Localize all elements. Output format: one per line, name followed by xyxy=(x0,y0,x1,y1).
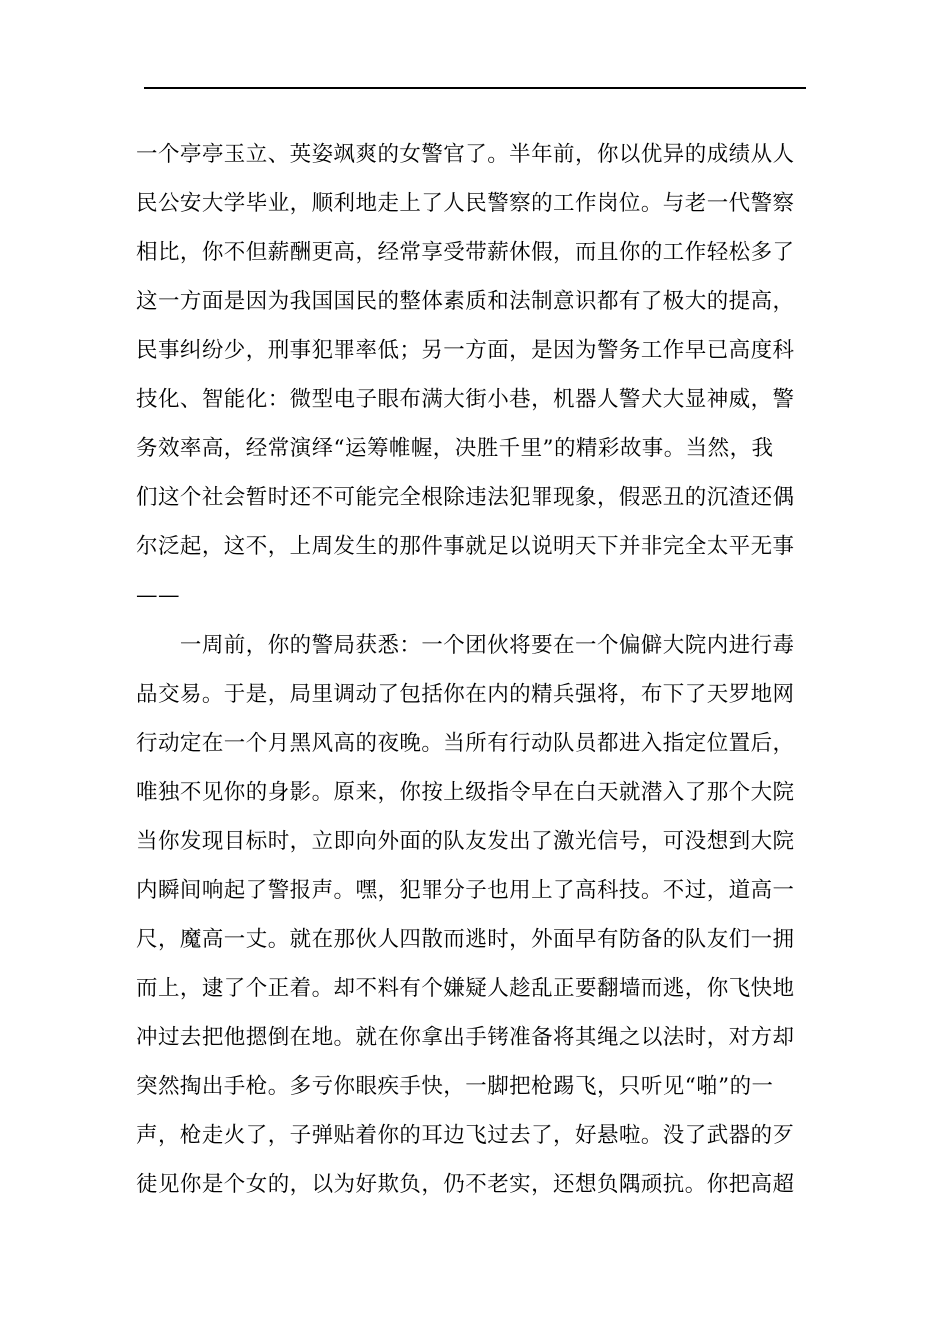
text-line: 技化、智能化：微型电子眼布满大街小巷，机器人警犬大显神威，警 xyxy=(136,387,795,412)
text-line: 内瞬间响起了警报声。嘿，犯罪分子也用上了高科技。不过，道高一 xyxy=(136,878,795,903)
text-line: 突然掏出手枪。多亏你眼疾手快，一脚把枪踢飞，只听见“啪”的一 xyxy=(136,1074,774,1099)
header-rule xyxy=(144,87,806,89)
text-line: 相比，你不但薪酬更高，经常享受带薪休假，而且你的工作轻松多了 xyxy=(136,240,795,265)
text-line: 而上，逮了个正着。却不料有个嫌疑人趁乱正要翻墙而逃，你飞快地 xyxy=(136,976,795,1001)
text-line: 务效率高，经常演绎“运筹帷幄，决胜千里”的精彩故事。当然，我 xyxy=(136,436,774,461)
text-line: 声，枪走火了，子弹贴着你的耳边飞过去了，好悬啦。没了武器的歹 xyxy=(136,1123,795,1148)
text-line: 品交易。于是，局里调动了包括你在内的精兵强将，布下了天罗地网 xyxy=(136,682,795,707)
text-line: 当你发现目标时，立即向外面的队友发出了激光信号，可没想到大院 xyxy=(136,829,795,854)
text-line: 民公安大学毕业，顺利地走上了人民警察的工作岗位。与老一代警察 xyxy=(136,191,795,216)
text-line: 一周前，你的警局获悉：一个团伙将要在一个偏僻大院内进行毒 xyxy=(136,633,795,658)
text-line: 行动定在一个月黑风高的夜晚。当所有行动队员都进入指定位置后， xyxy=(136,731,795,756)
text-line: 这一方面是因为我国国民的整体素质和法制意识都有了极大的提高， xyxy=(136,289,795,314)
text-line: 们这个社会暂时还不可能完全根除违法犯罪现象，假恶丑的沉渣还偶 xyxy=(136,485,795,510)
text-line: 民事纠纷少，刑事犯罪率低；另一方面，是因为警务工作早已高度科 xyxy=(136,338,795,363)
text-line: 徒见你是个女的，以为好欺负，仍不老实，还想负隅顽抗。你把高超 xyxy=(136,1172,795,1197)
text-line: 尺，魔高一丈。就在那伙人四散而逃时，外面早有防备的队友们一拥 xyxy=(136,927,795,952)
text-line: 尔泛起，这不，上周发生的那件事就足以说明天下并非完全太平无事 xyxy=(136,534,795,559)
text-line: 唯独不见你的身影。原来，你按上级指令早在白天就潜入了那个大院 xyxy=(136,780,795,805)
text-line: 一个亭亭玉立、英姿飒爽的女警官了。半年前，你以优异的成绩从人 xyxy=(136,142,795,167)
text-line: 冲过去把他摁倒在地。就在你拿出手铐准备将其绳之以法时，对方却 xyxy=(136,1025,795,1050)
text-line: —— xyxy=(136,583,180,608)
